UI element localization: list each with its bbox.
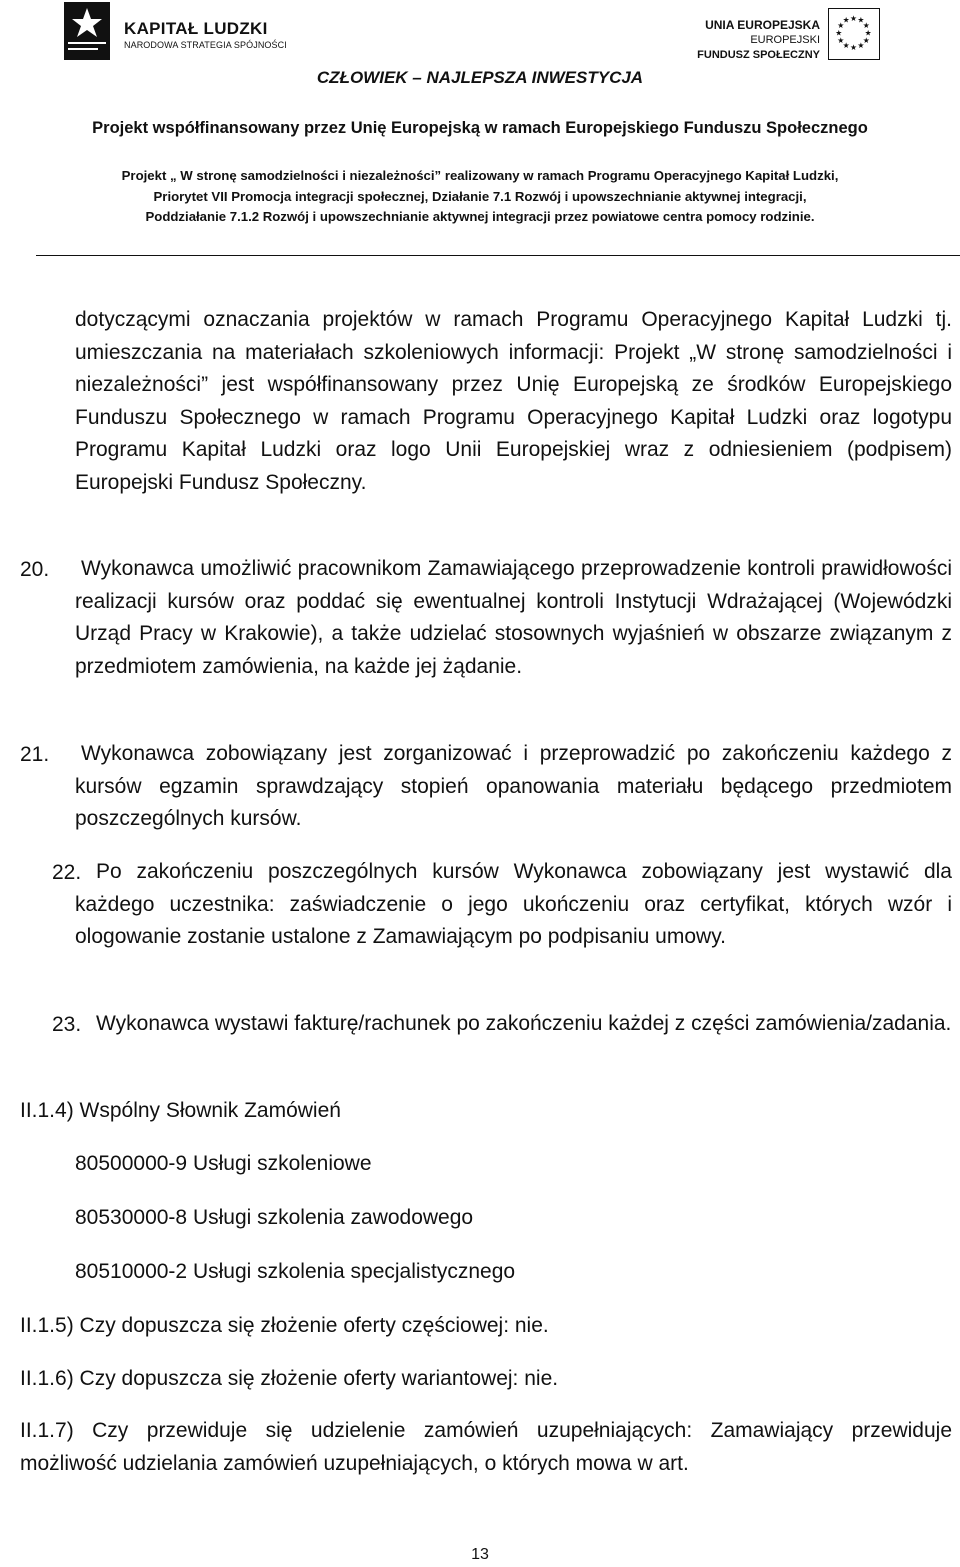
cpv-code-3: 80510000-2 Usługi szkolenia specjalistycznego bbox=[75, 1260, 516, 1283]
svg-text:★: ★ bbox=[842, 15, 850, 25]
svg-text:★: ★ bbox=[857, 15, 865, 25]
item-22-text: Po zakończeniu poszczególnych kursów Wykonawca zobowiązany jest wystawić dla każdego uczestnika: zaświadczenie o jego ukończeniu oraz certyfikat, których wzór i ologowanie zostanie ustalone z Zamawiającym po podpisaniu umowy. bbox=[75, 860, 952, 948]
eu-logo-line1: UNIA EUROPEJSKA bbox=[705, 18, 820, 32]
header-slogan: CZŁOWIEK – NAJLEPSZA INWESTYCJA bbox=[316, 68, 644, 87]
item-23-text: Wykonawca wystawi fakturę/rachunek po zakończeniu każdej z części zamówienia/zadania. bbox=[96, 1012, 952, 1035]
kapital-ludzki-logo bbox=[64, 2, 294, 62]
svg-text:★: ★ bbox=[837, 21, 845, 31]
kapital-ludzki-emblem-icon bbox=[64, 2, 110, 60]
item-21-text: Wykonawca zobowiązany jest zorganizować i przeprowadzić po zakończeniu każdego z kursów egzamin sprawdzający stopień opanowania materiału będącego przedmiotem poszczególnych kursów. bbox=[75, 742, 952, 830]
svg-text:★: ★ bbox=[842, 41, 850, 51]
item-20-number: 20. bbox=[20, 558, 50, 581]
svg-text:★: ★ bbox=[835, 28, 843, 38]
item-20-text: Wykonawca umożliwić pracownikom Zamawiającego przeprowadzenie kontroli prawidłowości realizacji kursów oraz poddać się ewentualnej kontroli Instytucji Wdrażającej (Wojewódzki Urząd Pracy w Krakowie), a także udzielać stosownych wyjaśnień w obszarze związanym z przedmiotem zamówienia, na każde jej żądanie. bbox=[75, 557, 952, 678]
page-number: 13 bbox=[471, 1546, 489, 1563]
section-ii-1-4: II.1.4) Wspólny Słownik Zamówień bbox=[20, 1099, 341, 1122]
header-project-line-3: Poddziałanie 7.1.2 Rozwój i upowszechnianie aktywnej integracji przez powiatowe centra pomocy rodzinie. bbox=[145, 209, 815, 224]
svg-text:★: ★ bbox=[849, 43, 858, 53]
eu-logo bbox=[697, 8, 900, 68]
item-21-number: 21. bbox=[20, 743, 50, 766]
eu-flag-icon bbox=[828, 8, 880, 60]
cpv-code-2: 80530000-8 Usługi szkolenia zawodowego bbox=[75, 1206, 474, 1229]
eu-logo-text bbox=[697, 18, 820, 63]
svg-text:★: ★ bbox=[849, 13, 858, 23]
kapital-ludzki-title: KAPITAŁ LUDZKI bbox=[124, 19, 268, 38]
item-23-number: 23. bbox=[52, 1013, 82, 1036]
item-22-number: 22. bbox=[52, 861, 82, 884]
section-ii-1-5: II.1.5) Czy dopuszcza się złożenie oferty częściowej: nie. bbox=[20, 1314, 549, 1337]
section-ii-1-7: II.1.7) Czy przewiduje się udzielenie zamówień uzupełniających: Zamawiający przewiduje możliwość udzielania zamówień uzupełniających, o których mowa w art. bbox=[20, 1419, 952, 1475]
section-ii-1-6: II.1.6) Czy dopuszcza się złożenie oferty wariantowej: nie. bbox=[20, 1367, 559, 1390]
svg-text:★: ★ bbox=[862, 21, 870, 31]
svg-text:★: ★ bbox=[864, 28, 872, 38]
kapital-ludzki-subtitle: NARODOWA STRATEGIA SPÓJNOŚCI bbox=[124, 40, 287, 50]
eu-logo-line2: EUROPEJSKI bbox=[750, 34, 820, 46]
eu-logo-line3: FUNDUSZ SPOŁECZNY bbox=[697, 49, 820, 61]
header-cofinancing: Projekt współfinansowany przez Unię Europejską w ramach Europejskiego Funduszu Społecznego bbox=[92, 119, 868, 137]
header-project-line-2: Priorytet VII Promocja integracji społecznej, Działanie 7.1 Rozwój i upowszechnianie aktywnej integracji, bbox=[153, 189, 807, 204]
cpv-code-1: 80500000-9 Usługi szkoleniowe bbox=[75, 1152, 372, 1175]
svg-text:★: ★ bbox=[857, 41, 865, 51]
continuation-paragraph: dotyczącymi oznaczania projektów w ramach Programu Operacyjnego Kapitał Ludzki tj. umieszczania na materiałach szkoleniowych informacji: Projekt „W stronę samodzielności i niezależności” jest współfinansowany przez Unię Europejską ze środków Europejskiego Funduszu Społecznego w ramach Programu Operacyjnego Kapitał Ludzki oraz logotypu Programu Kapitał Ludzki oraz logo Unii Europejskiej wraz z odniesieniem (podpisem) Europejski Fundusz Społeczny. bbox=[75, 308, 952, 494]
header-divider bbox=[36, 255, 960, 256]
svg-text:★: ★ bbox=[837, 35, 845, 45]
header-project-line-1: Projekt „ W stronę samodzielności i niezależności” realizowany w ramach Programu Operacyjnego Kapitał Ludzki, bbox=[121, 168, 839, 183]
svg-text:★: ★ bbox=[862, 35, 870, 45]
